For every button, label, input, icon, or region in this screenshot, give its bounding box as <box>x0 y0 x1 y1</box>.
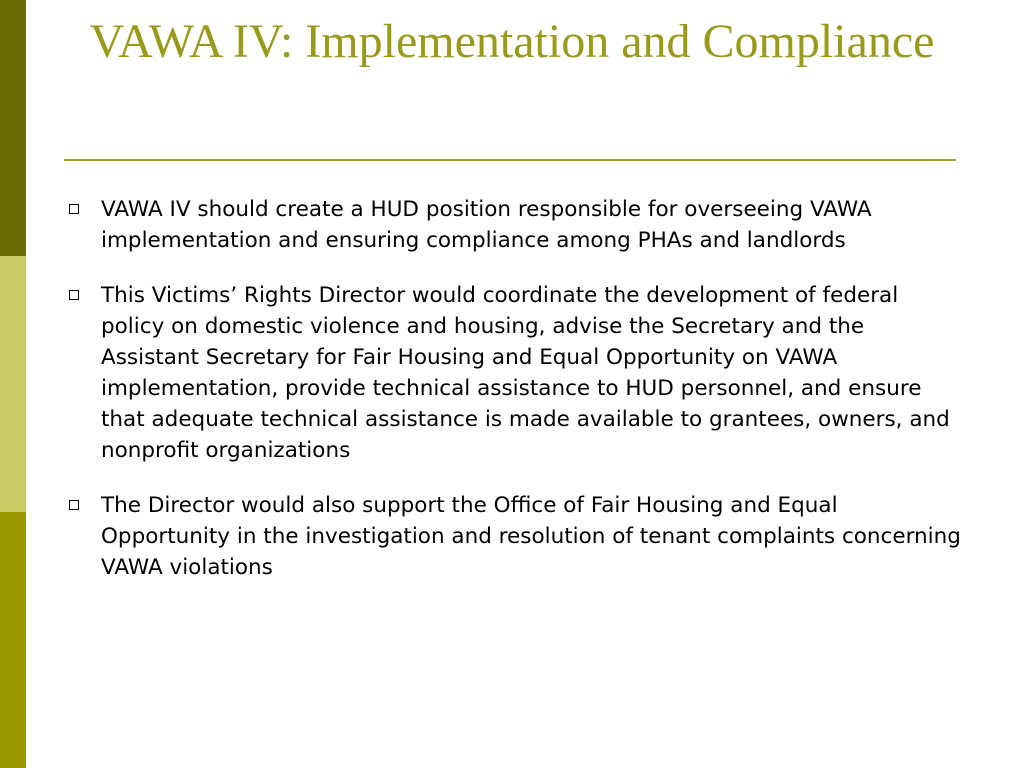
bullet-item <box>64 194 964 256</box>
bullet-item <box>64 280 964 466</box>
hollow-square-bullet-icon <box>69 290 79 300</box>
bullet-text: The Director would also support the Office of Fair Housing and Equal Opportunity in the investigation and resolution of tenant complaints concerning VAWA violations <box>101 493 961 580</box>
bullet-text: VAWA IV should create a HUD position responsible for overseeing VAWA implementation and ensuring compliance among PHAs and landlords <box>101 197 872 253</box>
sidebar-band-middle <box>0 256 26 512</box>
sidebar-band-top <box>0 0 26 256</box>
bullet-item <box>64 490 964 583</box>
hollow-square-bullet-icon <box>69 204 79 214</box>
slide-title: VAWA IV: Implementation and Compliance <box>89 15 935 68</box>
hollow-square-bullet-icon <box>69 500 79 510</box>
bullet-list <box>64 194 964 607</box>
sidebar-band-bottom <box>0 512 26 768</box>
bullet-text: This Victims’ Rights Director would coordinate the development of federal policy on domestic violence and housing, advise the Secretary and the Assistant Secretary for Fair Housing and Equal Opportunity on VAWA implementation, provide technical assistance to HUD personnel, and ensure that adequate technical assistance is made available to grantees, owners, and nonprofit organizations <box>101 283 950 463</box>
title-underline <box>64 159 956 161</box>
